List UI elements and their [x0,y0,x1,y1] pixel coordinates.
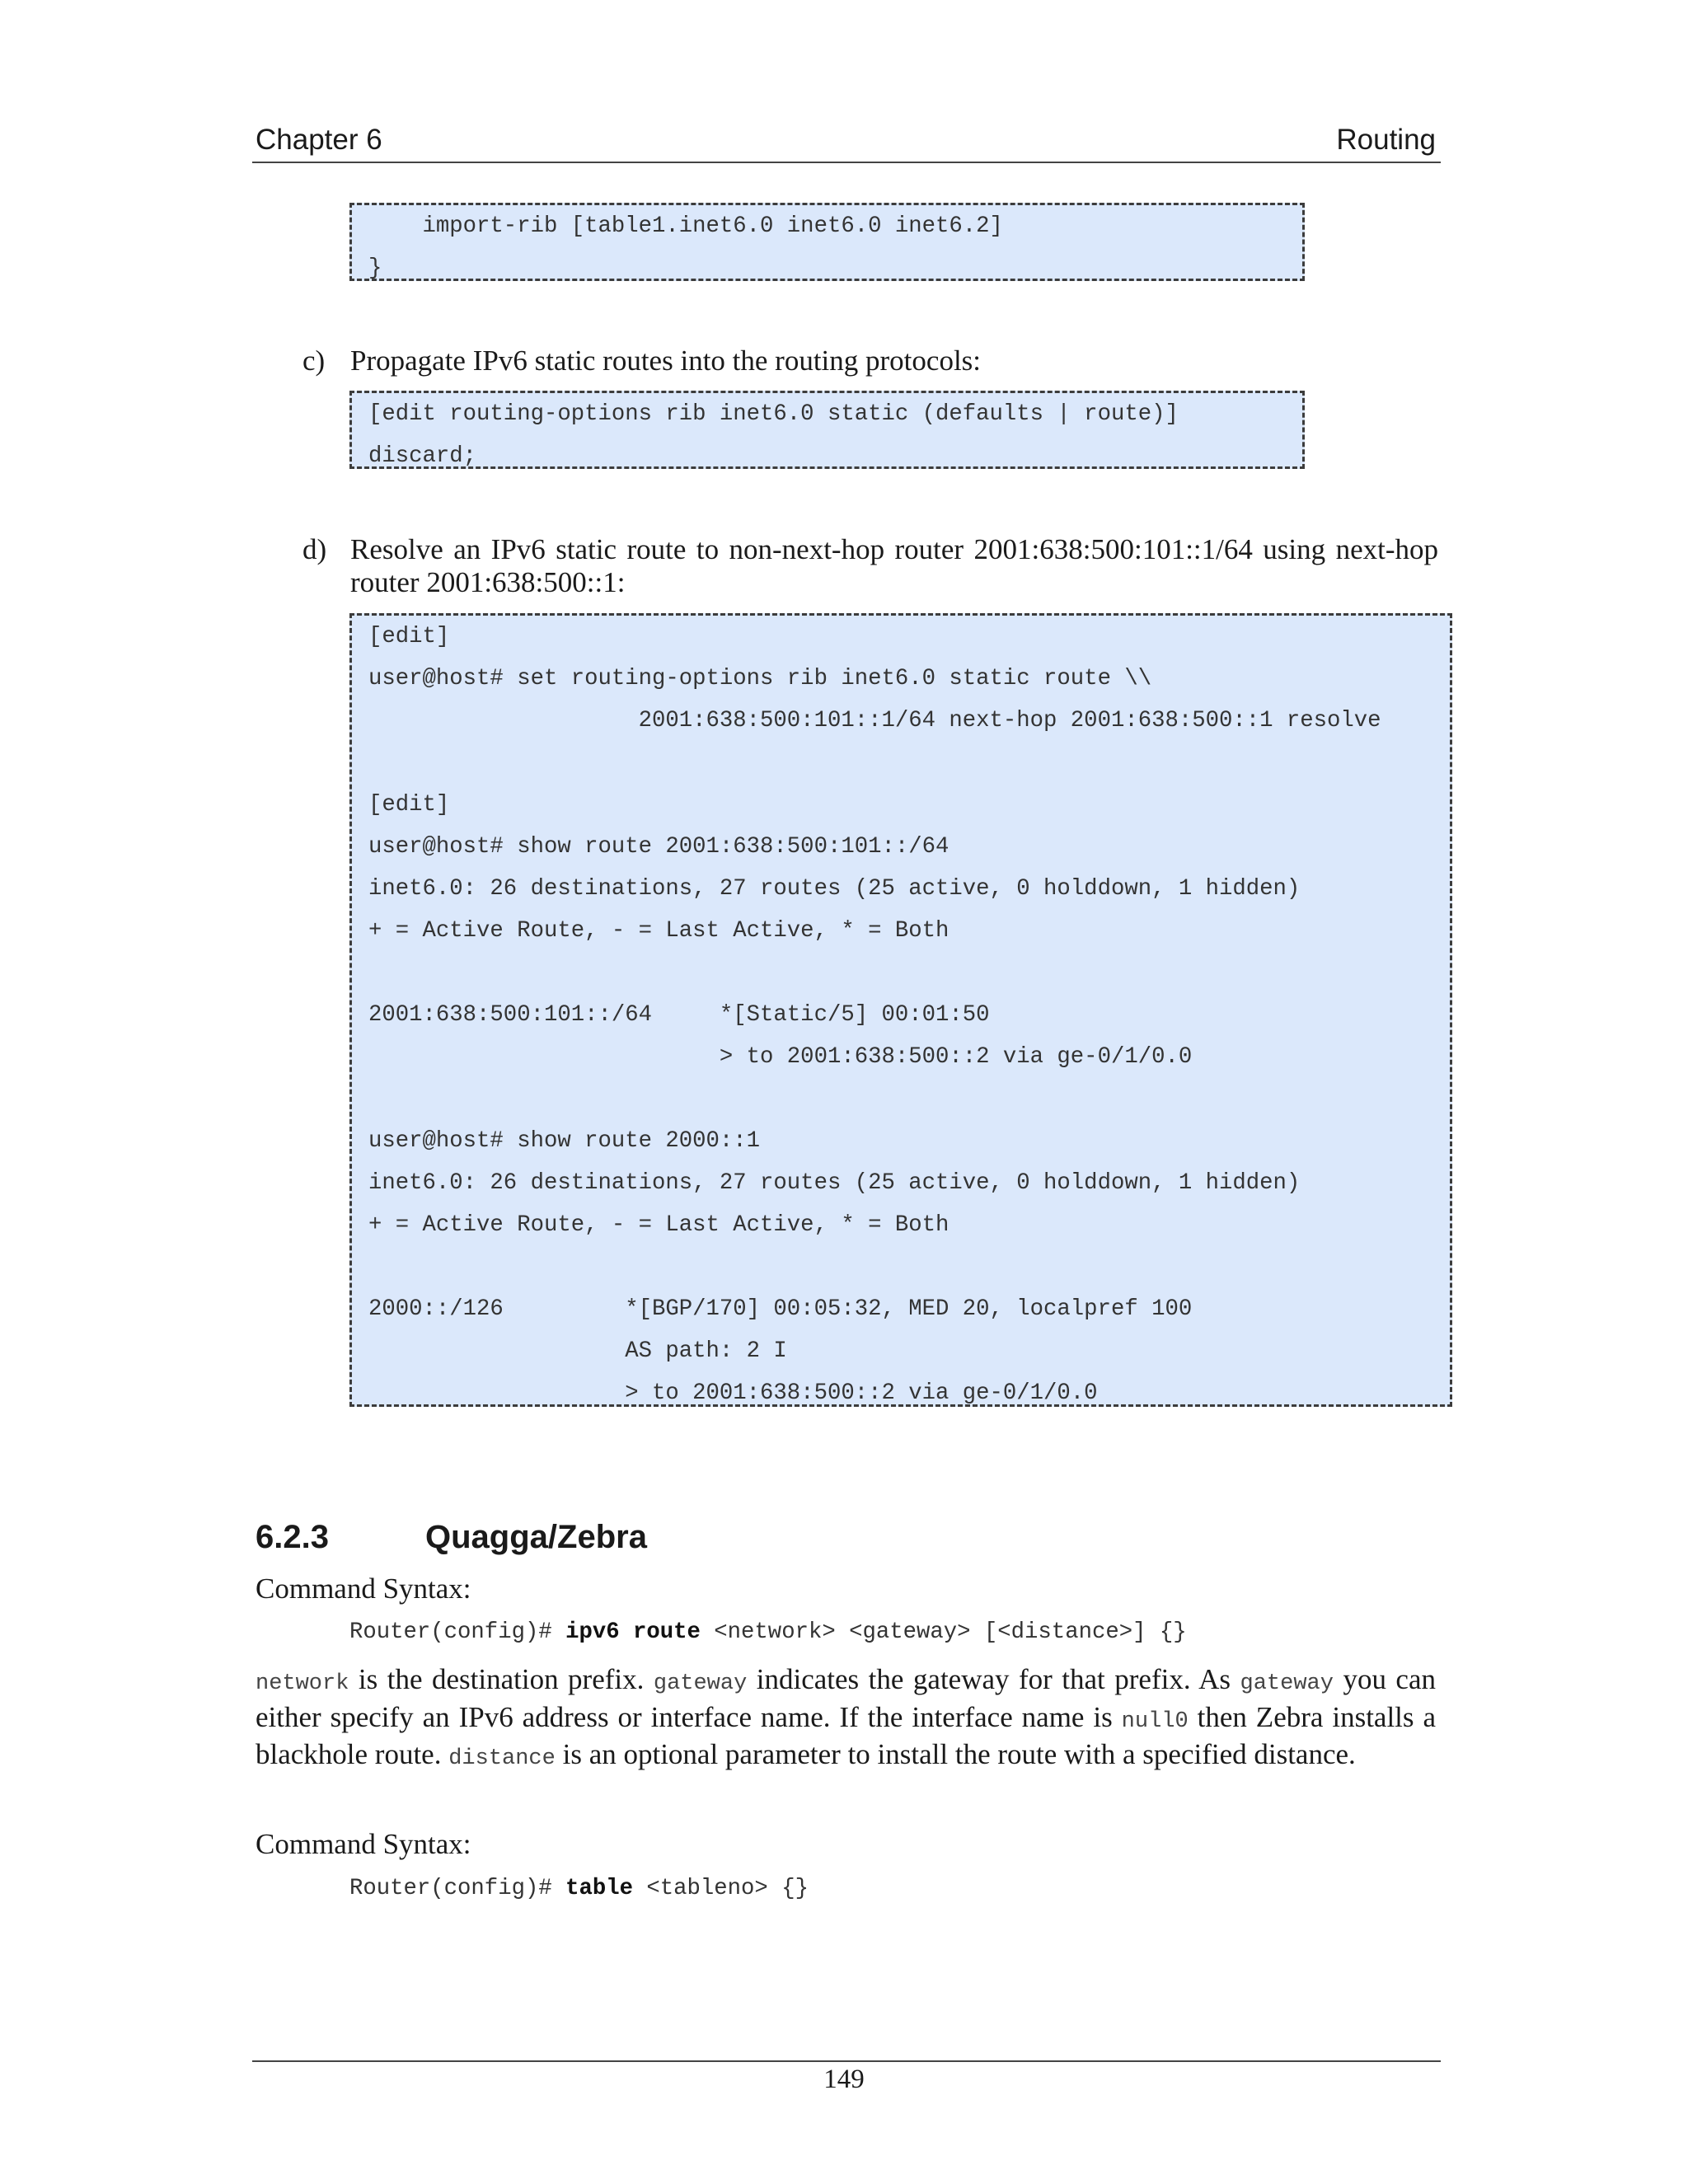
command-syntax-label: Command Syntax: [256,1828,471,1860]
list-label: c) [302,344,326,377]
command-syntax-ipv6-route [349,1619,1187,1645]
code-line [368,742,1450,784]
text-run: is the destination prefix. [349,1663,654,1695]
code-line: discard; [368,443,477,469]
code-line: [edit] [368,792,450,818]
inline-code: network [256,1671,349,1696]
text-run: you can either specify an IPv6 address or interface name. If the interface name is [256,1663,1436,1733]
code-line: 2001:638:500:101::/64 *[Static/5] 00:01:50 [368,1002,990,1028]
list-text: Resolve an IPv6 static route to non-next-hop router 2001:638:500:101::1/64 using next-hop router 2001:638:500::1: [350,533,1438,598]
text-run: indicates the gateway for that prefix. As [747,1663,1240,1695]
code-line: } [368,255,382,281]
command-syntax-label: Command Syntax: [256,1572,471,1605]
code-line: 2001:638:500:101::1/64 next-hop 2001:638:500::1 resolve [368,708,1381,733]
list-label: d) [302,533,327,565]
code-line: AS path: 2 I [368,1338,787,1364]
inline-code: gateway [1240,1671,1334,1696]
page-number: 149 [823,2064,865,2094]
code-line: inet6.0: 26 destinations, 27 routes (25 active, 0 holddown, 1 hidden) [368,876,1301,902]
inline-code: null0 [1121,1708,1189,1734]
code-block-propagate [349,391,1305,469]
chapter-title: Routing [1336,124,1436,156]
inline-code: gateway [653,1671,748,1696]
cmd-prompt: Router(config)# [349,1619,566,1645]
section-title: Quagga/Zebra [425,1519,647,1555]
code-line: import-rib [table1.inet6.0 inet6.0 inet6.2] [368,213,1003,239]
code-block-resolve [349,613,1452,1407]
code-block-import-rib [349,203,1305,281]
section-number: 6.2.3 [256,1519,329,1555]
text-run: is an optional parameter to install the route with a specified distance. [555,1738,1356,1770]
chapter-label: Chapter 6 [256,124,382,156]
footer-rule [252,2060,1441,2062]
code-line [368,1078,1450,1120]
code-line: 2000::/126 *[BGP/170] 00:05:32, MED 20, localpref 100 [368,1296,1193,1322]
code-line: > to 2001:638:500::2 via ge-0/1/0.0 [368,1044,1193,1070]
list-text: Propagate IPv6 static routes into the routing protocols: [350,344,982,377]
code-line: inet6.0: 26 destinations, 27 routes (25 active, 0 holddown, 1 hidden) [368,1170,1301,1196]
code-line: [edit] [368,624,450,649]
code-line: + = Active Route, - = Last Active, * = Both [368,918,950,944]
page-header [252,122,1441,163]
code-line: user@host# show route 2000::1 [368,1128,761,1154]
code-line: user@host# set routing-options rib inet6.0 static route \\ [368,666,1152,691]
cmd-args: <network> <gateway> [<distance>] {} [700,1619,1187,1645]
cmd-keyword: table [565,1876,633,1901]
command-syntax-table [349,1876,809,1901]
code-line: > to 2001:638:500::2 via ge-0/1/0.0 [368,1380,1098,1406]
code-line: [edit routing-options rib inet6.0 static (defaults | route)] [368,401,1179,427]
code-line [368,952,1450,994]
description-paragraph [256,1663,1436,1776]
text-run: then Zebra installs a blackhole route. [256,1700,1436,1770]
cmd-args: <tableno> {} [633,1876,809,1901]
cmd-prompt: Router(config)# [349,1876,566,1901]
cmd-keyword: ipv6 route [565,1619,701,1645]
inline-code: distance [448,1746,556,1771]
code-line: + = Active Route, - = Last Active, * = Both [368,1212,950,1238]
code-line: user@host# show route 2001:638:500:101::/64 [368,834,950,860]
code-line [368,1246,1450,1288]
